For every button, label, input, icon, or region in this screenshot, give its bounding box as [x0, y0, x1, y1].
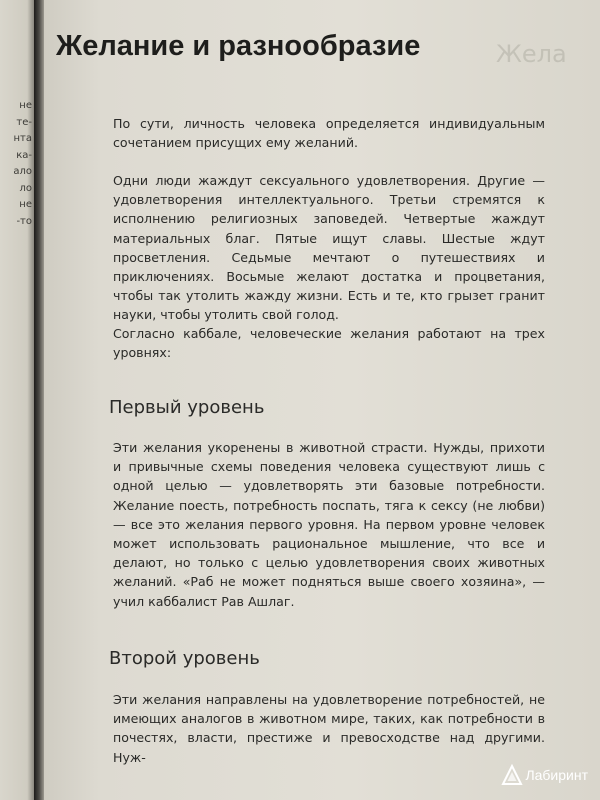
left-fragment: нта — [13, 133, 32, 144]
left-page-text-fragments — [13, 98, 32, 230]
watermark-text: Лабиринт — [525, 767, 588, 783]
paragraph-intro: По сути, личность человека определяется индивидуальным сочетанием присущих ему желаний. — [113, 116, 545, 151]
section-heading-second-level: Второй уровень — [109, 648, 260, 669]
left-fragment: те- — [16, 116, 32, 128]
bleed-through-text: Жела — [496, 40, 567, 68]
book-page — [44, 0, 600, 800]
left-fragment: не — [19, 100, 32, 111]
section-heading-first-level: Первый уровень — [109, 397, 265, 418]
chapter-title: Желание и разнообразие — [56, 30, 421, 62]
paragraph-first-level: Эти желания укоренены в животной страсти. Нужды, прихоти и привычные схемы поведения человека существуют лишь с одной целью — удовлетворять эти базовые потребности. Желание поесть, потребность поспать, тяга к сексу (не любви) — все это желания первого уровня. На первом уровне человек может использовать рациональное мышление, что все и делают, но только с целью удовлетворения своих животных желаний. «Раб не может подняться выше своего хозяина», — учил каббалист Рав Ашлаг. — [113, 440, 545, 609]
left-fragment: ало — [13, 166, 32, 177]
left-fragment: ло — [19, 182, 32, 194]
book-gutter — [34, 0, 44, 800]
paragraph-second-level: Эти желания направлены на удовлетворение потребностей, не имеющих аналогов в животном мире, таких, как потребности в почестях, власти, престиже и превосходстве над другими. Нуж- — [113, 692, 545, 765]
paragraph-desires: Одни люди жаждут сексуального удовлетворения. Другие — удовлетворения интеллектуального. Третьи стремятся к исполнению религиозных заповедей. Четвертые жаждут материальных благ. Пятые ищут славы. Шестые ждут просветления. Седьмые мечтают о путешествиях и приключениях. Восьмые желают достатка и процветания, чтобы так утолить жажду жизни. Есть и те, кто грызет гранит науки, чтобы утолить свой голод. — [113, 173, 545, 323]
labyrinth-logo-icon — [501, 764, 523, 786]
left-fragment: не — [19, 199, 32, 210]
left-fragment: -то — [16, 215, 32, 227]
labyrinth-watermark — [501, 764, 588, 786]
left-fragment: ка- — [16, 149, 32, 161]
left-page-edge — [0, 0, 34, 800]
paragraph-levels: Согласно каббале, человеческие желания работают на трех уровнях: — [113, 326, 545, 361]
